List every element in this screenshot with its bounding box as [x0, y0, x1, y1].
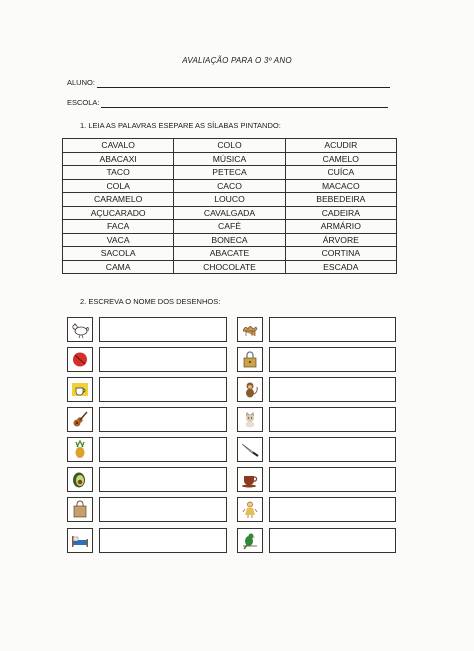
answer-box-right-3[interactable] [269, 377, 396, 402]
word-cell[interactable]: ABACATE [174, 247, 285, 261]
aluno-label: ALUNO: [67, 78, 95, 87]
answer-box-left-2[interactable] [99, 347, 227, 372]
word-cell[interactable]: MACACO [285, 179, 396, 193]
word-cell[interactable]: CAMELO [285, 152, 396, 166]
answer-box-left-4[interactable] [99, 407, 227, 432]
bed-icon [67, 528, 93, 553]
table-row [63, 247, 397, 261]
table-row [63, 233, 397, 247]
monkey-icon [237, 377, 263, 402]
answer-box-right-1[interactable] [269, 317, 396, 342]
answer-box-right-7[interactable] [269, 497, 396, 522]
word-cell[interactable]: SACOLA [63, 247, 174, 261]
table-row [63, 152, 397, 166]
table-row [63, 220, 397, 234]
word-cell[interactable]: ESCADA [285, 260, 396, 274]
padlock-icon [237, 347, 263, 372]
answer-box-left-1[interactable] [99, 317, 227, 342]
word-cell[interactable]: PETECA [174, 166, 285, 180]
word-cell[interactable]: ABACAXI [63, 152, 174, 166]
word-cell[interactable]: VACA [63, 233, 174, 247]
parrot-icon [237, 528, 263, 553]
word-cell[interactable]: CAVALO [63, 139, 174, 153]
avocado-icon [67, 467, 93, 492]
answer-box-right-6[interactable] [269, 467, 396, 492]
bag-icon [67, 497, 93, 522]
aluno-field[interactable] [97, 87, 390, 88]
question-2-text: 2. ESCREVA O NOME DOS DESENHOS: [80, 297, 221, 306]
red-ball-icon [67, 347, 93, 372]
answer-box-left-3[interactable] [99, 377, 227, 402]
doll-icon [237, 497, 263, 522]
answer-box-left-8[interactable] [99, 528, 227, 553]
word-cell[interactable]: CUÍCA [285, 166, 396, 180]
word-cell[interactable]: CARAMELO [63, 193, 174, 207]
word-cell[interactable]: FACA [63, 220, 174, 234]
answer-box-right-8[interactable] [269, 528, 396, 553]
word-cell[interactable]: CACO [174, 179, 285, 193]
camel-icon [237, 317, 263, 342]
rooster-icon [67, 317, 93, 342]
table-row [63, 193, 397, 207]
pineapple-icon [67, 437, 93, 462]
word-cell[interactable]: COLO [174, 139, 285, 153]
word-cell[interactable]: BONECA [174, 233, 285, 247]
word-cell[interactable]: BEBEDEIRA [285, 193, 396, 207]
word-cell[interactable]: ÁRVORE [285, 233, 396, 247]
table-row [63, 260, 397, 274]
table-row [63, 166, 397, 180]
answer-box-left-7[interactable] [99, 497, 227, 522]
table-row [63, 179, 397, 193]
answer-box-right-5[interactable] [269, 437, 396, 462]
word-cell[interactable]: COLA [63, 179, 174, 193]
word-cell[interactable]: CORTINA [285, 247, 396, 261]
word-cell[interactable]: CAVALGADA [174, 206, 285, 220]
page-title: AVALIAÇÃO PARA O 3º ANO [182, 56, 292, 65]
word-cell[interactable]: CAMA [63, 260, 174, 274]
escola-label: ESCOLA: [67, 98, 100, 107]
table-row [63, 206, 397, 220]
word-cell[interactable]: ACUDIR [285, 139, 396, 153]
word-cell[interactable]: TACO [63, 166, 174, 180]
word-cell[interactable]: CAFÉ [174, 220, 285, 234]
word-cell[interactable]: CADEIRA [285, 206, 396, 220]
coffee-cup-icon [67, 377, 93, 402]
cat-icon [237, 407, 263, 432]
word-cell[interactable]: AÇUCARADO [63, 206, 174, 220]
word-cell[interactable]: LOUCO [174, 193, 285, 207]
guitar-icon [67, 407, 93, 432]
escola-field[interactable] [101, 107, 388, 108]
answer-box-right-4[interactable] [269, 407, 396, 432]
answer-box-left-6[interactable] [99, 467, 227, 492]
word-cell[interactable]: ARMÁRIO [285, 220, 396, 234]
word-cell[interactable]: MÚSICA [174, 152, 285, 166]
knife-icon [237, 437, 263, 462]
question-1-text: 1. LEIA AS PALAVRAS ESEPARE AS SÍLABAS PINTANDO: [80, 121, 281, 130]
table-row [63, 139, 397, 153]
word-table [62, 138, 397, 274]
answer-box-right-2[interactable] [269, 347, 396, 372]
coffee-mug-icon [237, 467, 263, 492]
word-cell[interactable]: CHOCOLATE [174, 260, 285, 274]
answer-box-left-5[interactable] [99, 437, 227, 462]
